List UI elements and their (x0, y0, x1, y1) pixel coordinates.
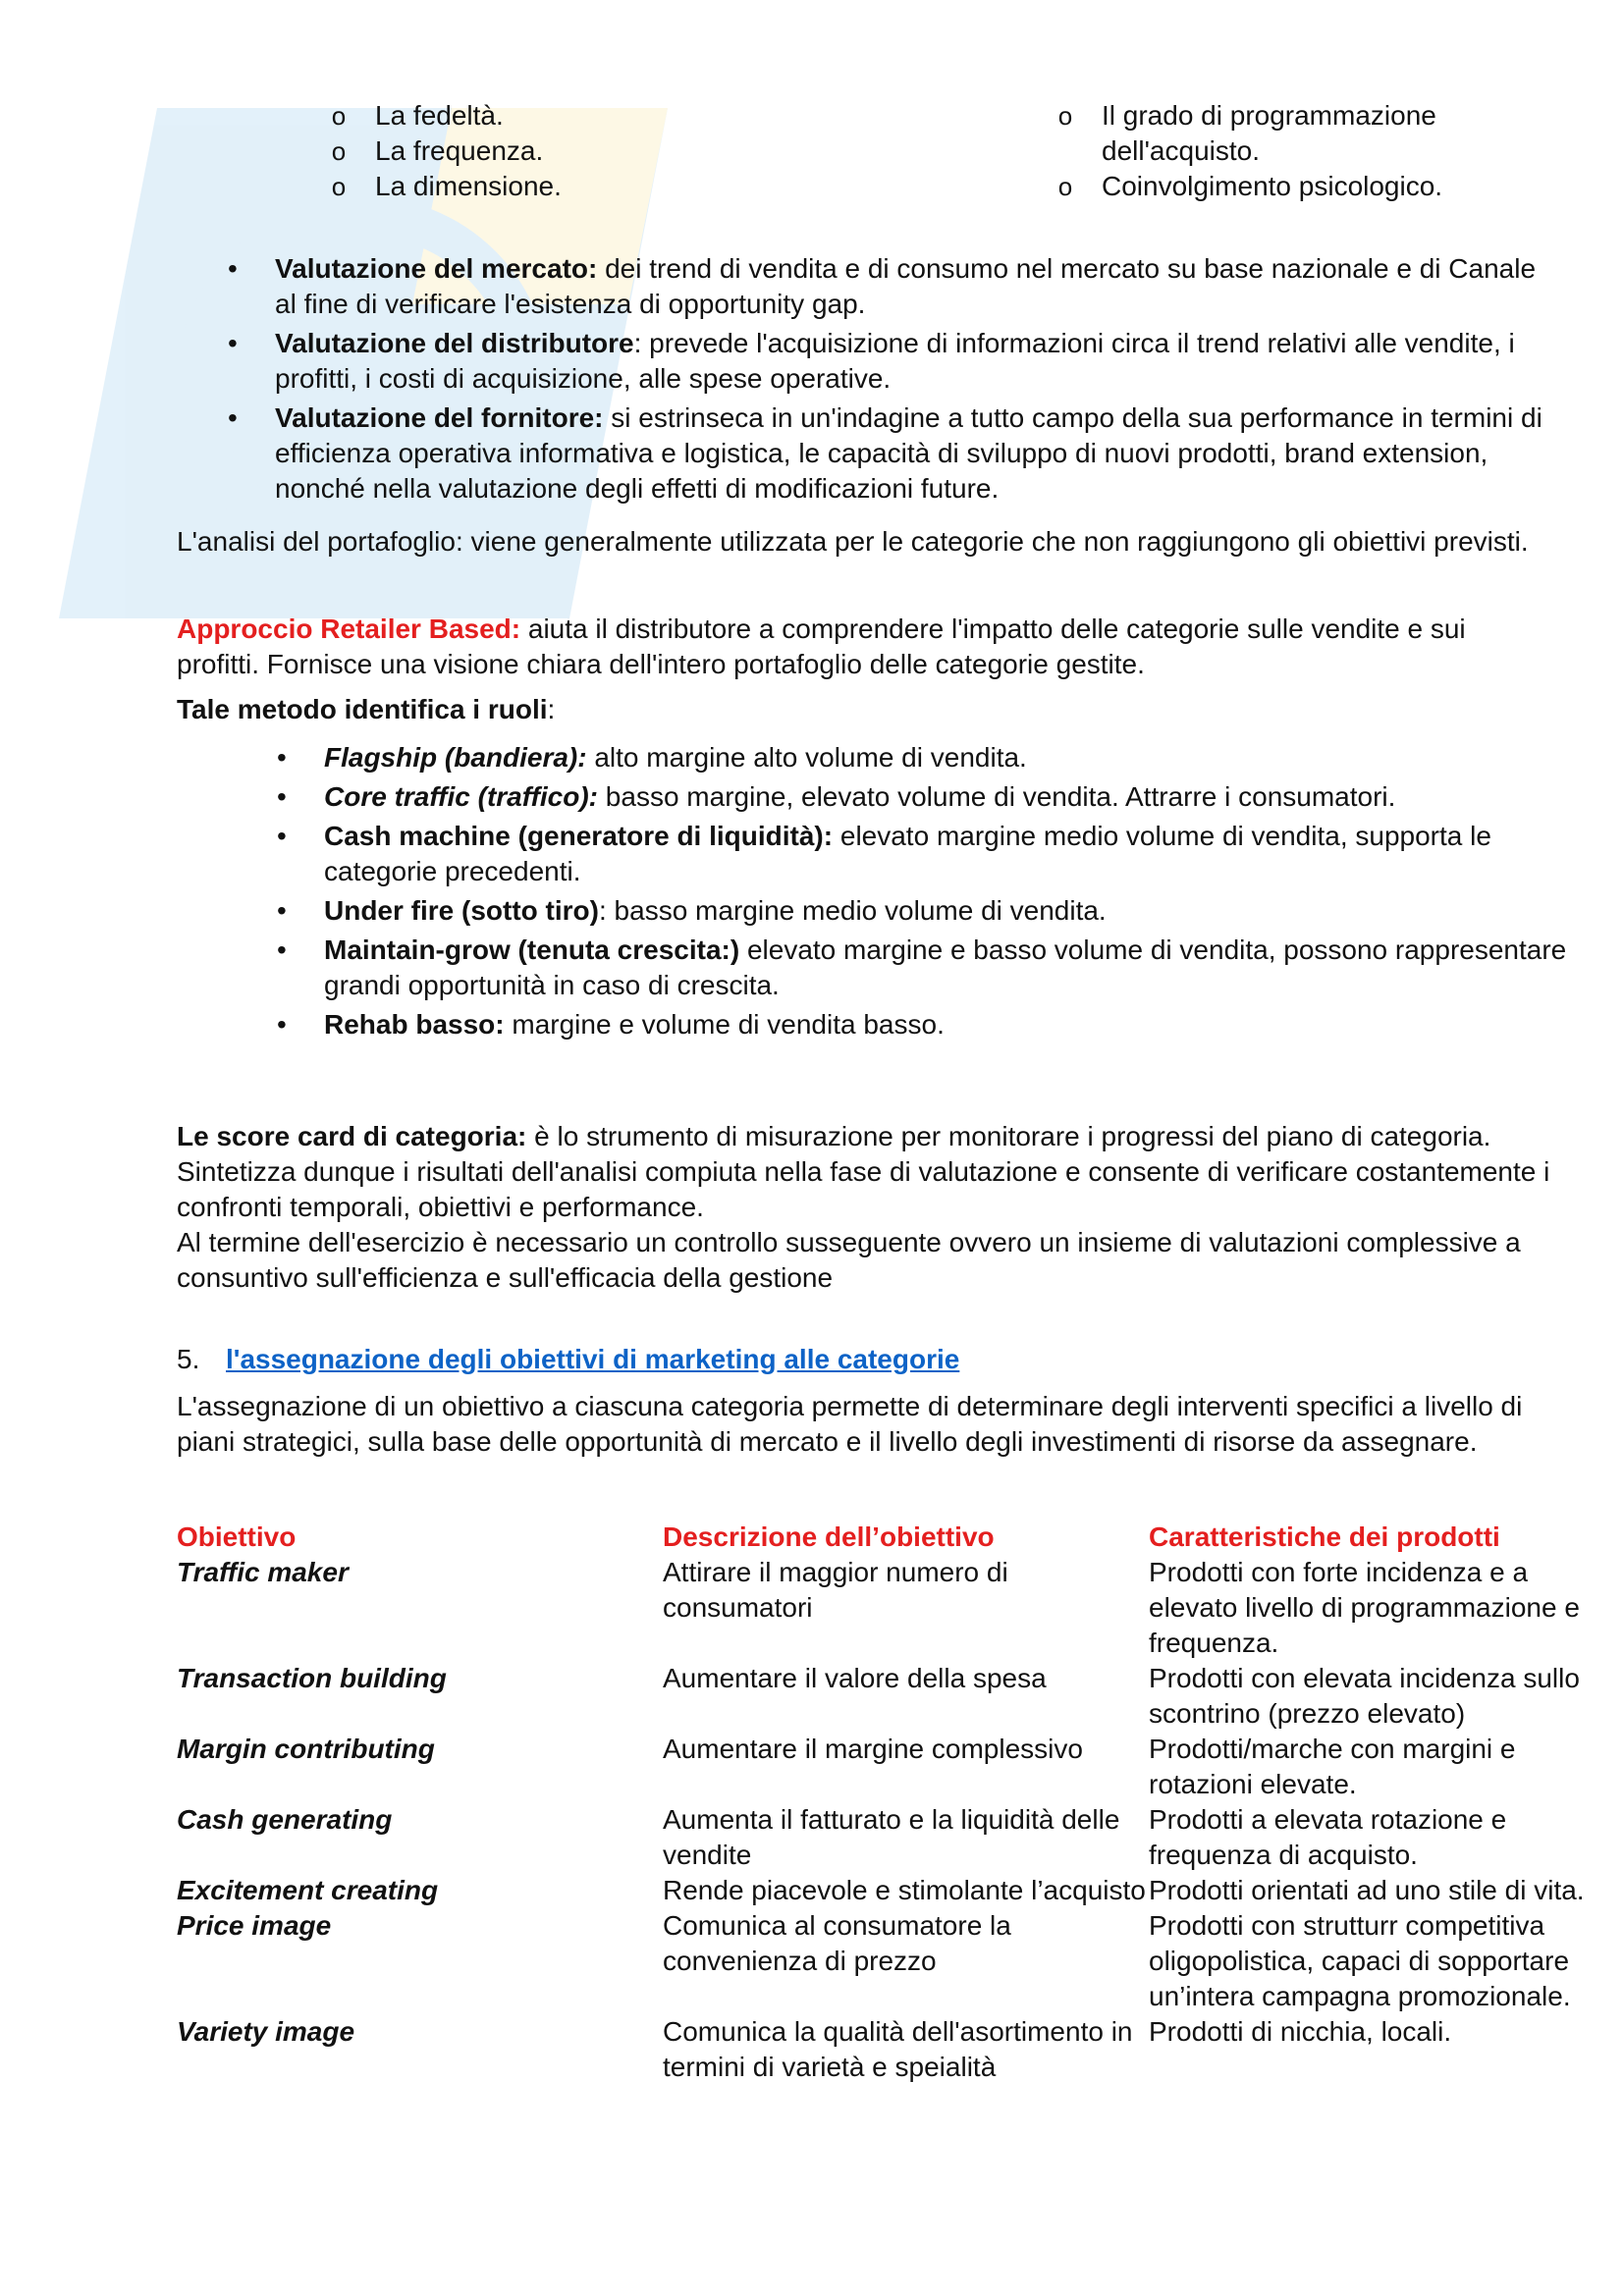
bullet-icon: • (277, 895, 287, 926)
list-item: • Core traffic (traffico): basso margine, elevato volume di vendita. Attrarre i consumatori. (275, 779, 1571, 815)
table-row: Excitement creating Rende piacevole e stimolante l’acquisto Prodotti orientati ad uno stile di vita. (177, 1875, 1585, 1905)
bullet-icon: • (277, 742, 287, 773)
list-item: o La frequenza. (324, 133, 619, 169)
table-row: Margin contributing Aumentare il margine complessivo Prodotti/marche con margini e rotazioni elevate. (177, 1734, 1516, 1799)
score-card-p2: Sintetizza dunque i risultati dell'analisi compiuta nella fase di valutazione e consente di verificare costantemente i confronti temporali, obiettivi e performance. (177, 1156, 1550, 1222)
list-item: • Rehab basso: margine e volume di vendita basso. (275, 1007, 1571, 1042)
bullet-icon: • (277, 781, 287, 812)
table-row: Traffic maker Attirare il maggior numero di consumatori Prodotti con forte incidenza e a elevato livello di programmazione e frequenza. (177, 1557, 1580, 1658)
top-left-sublist (324, 98, 619, 204)
bullet-icon: • (277, 821, 287, 851)
table-row: Cash generating Aumenta il fatturato e la liquidità delle vendite Prodotti a elevata rotazione e frequenza di acquisto. (177, 1804, 1507, 1870)
approccio-paragraph: Approccio Retailer Based: aiuta il distributore a comprendere l'impatto delle categorie sulle vendite e sui profitti. Fornisce una visione chiara dell'intero portafoglio delle categorie gestite. (177, 614, 1466, 679)
score-card-p3: Al termine dell'esercizio è necessario un controllo susseguente ovvero un insieme di valutazioni complessive a consuntivo sull'efficienza e sull'efficacia della gestione (177, 1227, 1521, 1293)
score-card-section (177, 1119, 1551, 1296)
ruoli-list (275, 740, 1571, 1046)
objectives-table (177, 1520, 1610, 2085)
metodo-paragraph: Tale metodo identifica i ruoli: (177, 694, 556, 724)
list-item: • Cash machine (generatore di liquidità): elevato margine medio volume di vendita, supporta le categorie precedenti. (277, 821, 1491, 886)
table-row: Transaction building Aumentare il valore della spesa Prodotti con elevata incidenza sullo scontrino (prezzo elevato) (177, 1663, 1580, 1729)
list-marker: o (331, 101, 347, 131)
list-item: • Flagship (bandiera): alto margine alto volume di vendita. (275, 740, 1571, 775)
header-caratteristiche: Caratteristiche dei prodotti (1149, 1522, 1500, 1552)
header-descrizione: Descrizione dell’obiettivo (663, 1522, 995, 1552)
bullet-icon: • (228, 253, 238, 284)
list-marker: o (331, 136, 347, 166)
list-item: • Maintain-grow (tenuta crescita:) elevato margine e basso volume di vendita, possono rappresentare grandi opportunità in caso di crescita. (277, 934, 1567, 1000)
header-obiettivo: Obiettivo (177, 1522, 297, 1552)
section-5-intro: L'assegnazione di un obiettivo a ciascuna categoria permette di determinare degli interventi specifici a livello di piani strategici, sulla base delle opportunità di mercato e il livello degli investimenti di risorse da assegnare. (177, 1391, 1523, 1457)
list-item: • Valutazione del fornitore: si estrinseca in un'indagine a tutto campo della sua performance in termini di efficienza operativa informativa e logistica, le capacità di sviluppo di nuovi prodotti, brand extension, nonché nella valutazione degli effetti di modificazioni future. (228, 402, 1542, 504)
list-item: o La fedeltà. (324, 98, 619, 133)
table-row: Price image Comunica al consumatore la convenienza di prezzo Prodotti con strutturr competitiva oligopolistica, capaci di sopportare un’intera campagna promozionale. (177, 1910, 1571, 2011)
section-5-heading: 5. l'assegnazione degli obiettivi di marketing alle categorie (177, 1344, 960, 1374)
analisi-portafoglio: L'analisi del portafoglio: viene generalmente utilizzata per le categorie che non raggiungono gli obiettivi previsti. (177, 526, 1529, 557)
list-marker: o (1057, 172, 1073, 201)
list-marker: o (331, 172, 347, 201)
list-item: o La dimensione. (324, 169, 619, 204)
list-item: • Under fire (sotto tiro): basso margine medio volume di vendita. (275, 893, 1571, 929)
list-marker: o (1057, 101, 1073, 131)
section-5-title-link[interactable]: l'assegnazione degli obiettivi di marketing alle categorie (226, 1344, 960, 1374)
list-item: o Coinvolgimento psicologico. (1051, 169, 1502, 204)
table-row: Variety image Comunica la qualità dell'asortimento in termini di varietà e speialità Prodotti di nicchia, locali. (177, 2016, 1452, 2082)
top-right-sublist (1051, 98, 1502, 204)
bullet-icon: • (228, 328, 238, 358)
list-item: • Valutazione del mercato: dei trend di vendita e di consumo nel mercato su base nazionale e di Canale al fine di verificare l'esistenza di opportunity gap. (228, 253, 1537, 319)
bullet-icon: • (277, 934, 287, 965)
bullet-icon: • (228, 402, 238, 433)
bullet-icon: • (277, 1009, 287, 1040)
list-item: • Valutazione del distributore: prevede l'acquisizione di informazioni circa il trend relativi alle vendite, i profitti, i costi di acquisizione, alle spese operative. (228, 328, 1515, 394)
valutazioni-list (226, 251, 1551, 510)
score-card-intro: Le score card di categoria: è lo strumento di misurazione per monitorare i progressi del piano di categoria. (177, 1121, 1491, 1151)
list-item: o Il grado di programmazione dell'acquisto. (1051, 98, 1502, 169)
table-header-row (177, 1520, 1610, 1555)
